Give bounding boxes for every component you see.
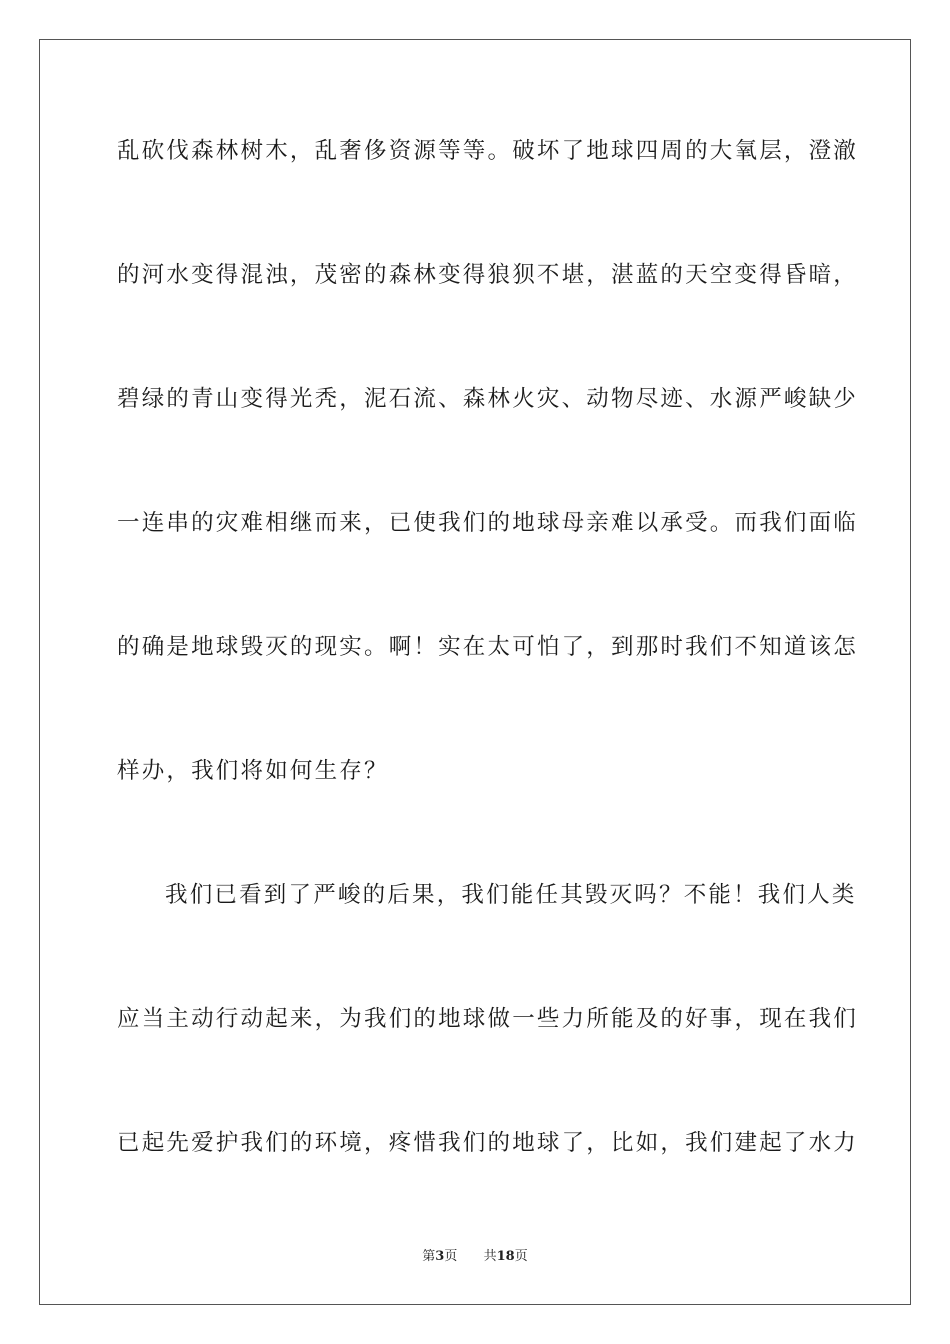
page-suffix: 页 [444,1249,458,1264]
total-suffix: 页 [514,1249,528,1264]
text-line-3: 碧绿的青山变得光秃，泥石流、森林火灾、动物尽迹、水源严峻缺少 [117,386,859,412]
page-prefix: 第 [422,1249,436,1264]
page-number: 3 [435,1249,445,1264]
total-number: 18 [496,1249,515,1264]
text-line-4: 一连串的灾难相继而来，已使我们的地球母亲难以承受。而我们面临 [117,510,859,536]
text-line-5: 的确是地球毁灭的现实。啊！实在太可怕了，到那时我们不知道该怎 [117,634,859,660]
total-prefix: 共 [483,1249,497,1264]
text-line-2: 的河水变得混浊，茂密的森林变得狼狈不堪，湛蓝的天空变得昏暗， [117,262,859,288]
page-footer [0,1248,950,1266]
total-pages-label [484,1249,528,1264]
text-line-7: 我们已看到了严峻的后果，我们能任其毁灭吗？不能！我们人类 [165,882,857,908]
page-border [39,39,911,1305]
text-line-1: 乱砍伐森林树木，乱奢侈资源等等。破坏了地球四周的大氧层，澄澈 [117,138,859,164]
text-line-9: 已起先爱护我们的环境，疼惜我们的地球了，比如，我们建起了水力 [117,1130,859,1156]
text-line-8: 应当主动行动起来，为我们的地球做一些力所能及的好事，现在我们 [117,1006,859,1032]
text-line-6: 样办，我们将如何生存？ [117,758,389,784]
page-label [422,1249,461,1264]
